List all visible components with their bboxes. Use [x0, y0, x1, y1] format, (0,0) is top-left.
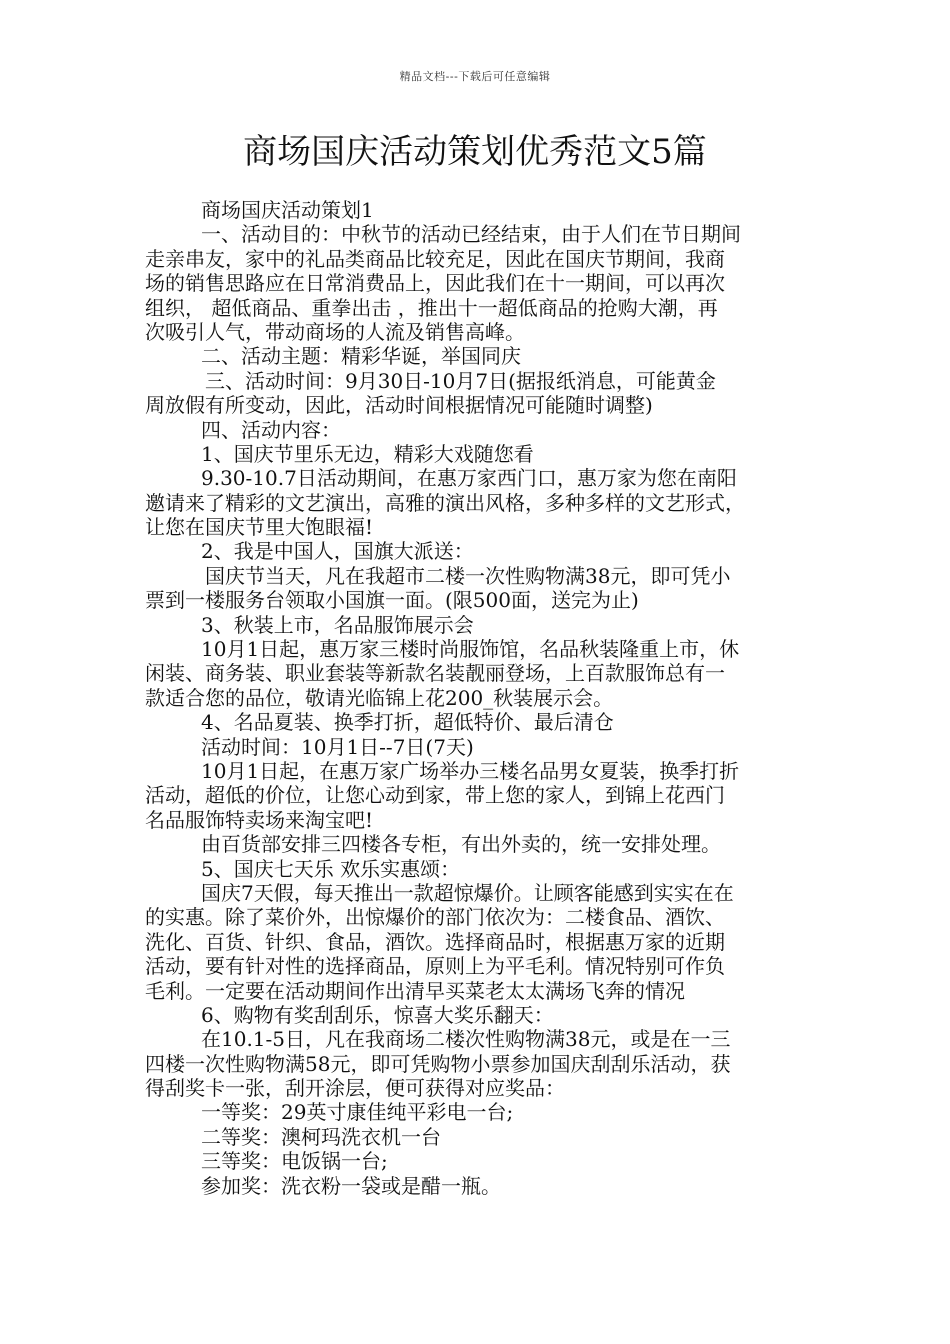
- document-line: 名品服饰特卖场来淘宝吧!: [145, 807, 374, 832]
- document-line: 票到一楼服务台领取小国旗一面。(限500面，送完为止): [145, 588, 639, 613]
- document-line: 三、活动时间：9月30日-10月7日(据报纸消息，可能黄金: [205, 368, 716, 393]
- document-line: 闲装、商务装、职业套装等新款名装靓丽登场，上百款服饰总有一: [145, 661, 725, 686]
- document-line: 2、我是中国人，国旗大派送：: [201, 539, 474, 564]
- document-line: 一、活动目的：中秋节的活动已经结束，由于人们在节日期间: [201, 222, 741, 247]
- document-line: 10月1日起，惠万家三楼时尚服饰馆，名品秋装隆重上市，休: [201, 637, 740, 662]
- document-line: 二、活动主题：精彩华诞，举国同庆: [201, 344, 521, 369]
- document-line: 3、秋装上市，名品服饰展示会: [201, 612, 474, 637]
- document-line: 邀请来了精彩的文艺演出，高雅的演出风格，多种多样的文艺形式，: [145, 490, 745, 515]
- document-line: 由百货部安排三四楼各专柜，有出外卖的，统一安排处理。: [201, 832, 721, 857]
- document-line: 四楼一次性购物满58元，即可凭购物小票参加国庆刮刮乐活动，获: [145, 1051, 731, 1076]
- document-title: 商场国庆活动策划优秀范文5篇: [243, 132, 707, 172]
- document-line: 场的销售思路应在日常消费品上，因此我们在十一期间，可以再次: [145, 271, 725, 296]
- document-line: 9.30-10.7日活动期间，在惠万家西门口，惠万家为您在南阳: [201, 466, 737, 491]
- document-line: 4、名品夏装、换季打折，超低特价、最后清仓: [201, 710, 614, 735]
- document-line: 一等奖：29英寸康佳纯平彩电一台;: [201, 1100, 514, 1125]
- document-line: 活动时间：10月1日--7日(7天): [201, 734, 474, 759]
- document-line: 让您在国庆节里大饱眼福!: [145, 515, 374, 540]
- document-line: 次吸引人气，带动商场的人流及销售高峰。: [145, 319, 525, 344]
- document-line: 活动，超低的价位，让您心动到家，带上您的家人，到锦上花西门: [145, 783, 725, 808]
- document-body: [145, 198, 811, 1198]
- document-line: 四、活动内容：: [201, 417, 341, 442]
- document-line: 走亲串友，家中的礼品类商品比较充足，因此在国庆节期间，我商: [145, 246, 725, 271]
- document-line: 款适合您的品位，敬请光临锦上花200_秋装展示会。: [145, 685, 614, 710]
- document-line: 周放假有所变动，因此，活动时间根据情况可能随时调整): [145, 393, 653, 418]
- document-line: 1、国庆节里乐无边，精彩大戏随您看: [201, 441, 534, 466]
- document-line: 三等奖：电饭锅一台;: [201, 1149, 388, 1174]
- document-line: 5、国庆七天乐 欢乐实惠颂：: [201, 856, 461, 881]
- document-line: 组织， 超低商品、重拳出击 ，推出十一超低商品的抢购大潮，再: [145, 295, 718, 320]
- document-line: 国庆节当天，凡在我超市二楼一次性购物满38元，即可凭小: [205, 563, 731, 588]
- document-line: 商场国庆活动策划1: [201, 198, 374, 222]
- document-line: 洗化、百货、针织、食品，酒饮。选择商品时，根据惠万家的近期: [145, 929, 725, 954]
- document-line: 10月1日起，在惠万家广场举办三楼名品男女夏装，换季打折: [201, 758, 740, 783]
- document-line: 活动，要有针对性的选择商品，原则上为平毛利。情况特别可作负: [145, 954, 725, 979]
- page-header-note: 精品文档---下载后可任意编辑: [399, 70, 551, 83]
- document-line: 国庆7天假，每天推出一款超惊爆价。让顾客能感到实实在在: [201, 880, 734, 905]
- document-line: 6、购物有奖刮刮乐，惊喜大奖乐翻天：: [201, 1002, 554, 1027]
- document-line: 得刮奖卡一张，刮开涂层，便可获得对应奖品：: [145, 1076, 565, 1101]
- document-line: 在10.1-5日，凡在我商场二楼次性购物满38元，或是在一三: [201, 1027, 731, 1052]
- document-line: 参加奖：洗衣粉一袋或是醋一瓶。: [201, 1173, 501, 1198]
- document-line: 的实惠。除了菜价外，出惊爆价的部门依次为：二楼食品、酒饮、: [145, 905, 725, 930]
- document-line: 二等奖：澳柯玛洗衣机一台: [201, 1124, 441, 1149]
- document-line: 毛利。一定要在活动期间作出清早买菜老太太满场飞奔的情况: [145, 978, 685, 1003]
